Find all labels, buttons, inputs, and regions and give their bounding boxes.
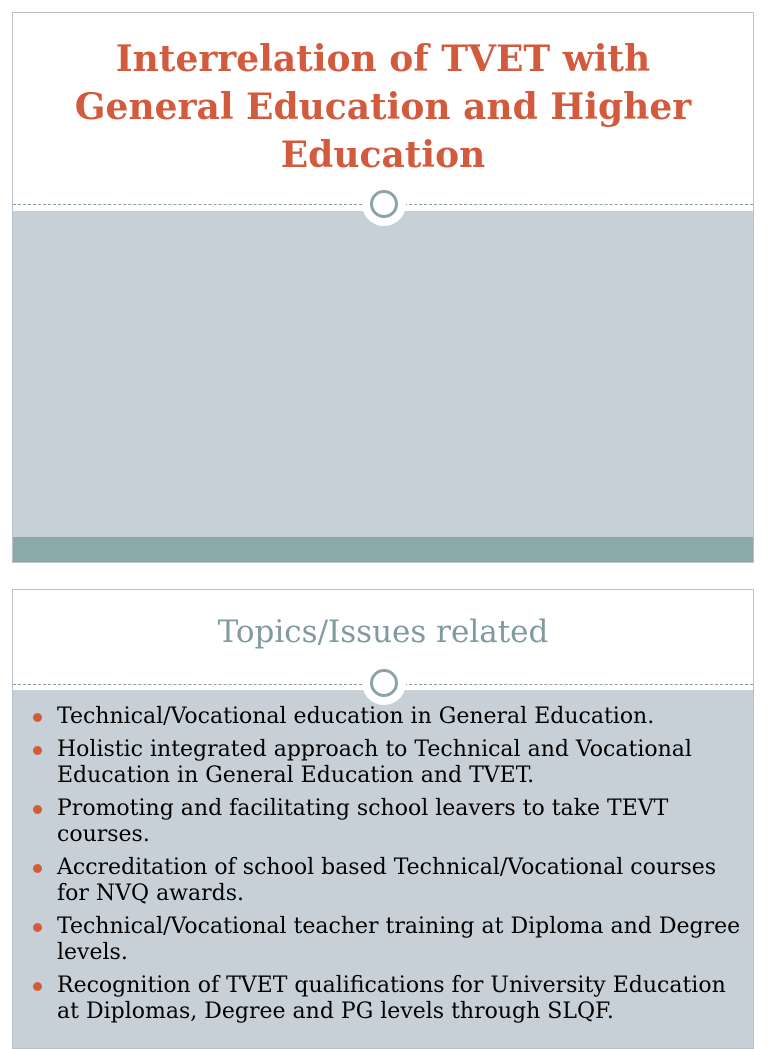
bullet-dot-icon (33, 982, 42, 991)
list-item (31, 973, 741, 1025)
slide-title: Interrelation of TVET with General Education and Higher Education (74, 38, 692, 176)
bullet-dot-icon (33, 923, 42, 932)
list-item-text: Holistic integrated approach to Technical and Vocational Education in General Education and TVET. (57, 737, 692, 788)
topics-slide (12, 589, 754, 1049)
title-slide (12, 12, 754, 563)
content-band (13, 211, 753, 537)
slide-title: Topics/Issues related (217, 614, 549, 650)
list-item-text: Accreditation of school based Technical/Vocational courses for NVQ awards. (57, 855, 717, 906)
list-item-text: Promoting and facilitating school leavers to take TEVT courses. (57, 796, 669, 847)
list-item-text: Technical/Vocational education in General Education. (57, 704, 655, 729)
footer-strip (13, 537, 753, 563)
list-item (31, 914, 741, 966)
list-item-text: Recognition of TVET qualifications for University Education at Diplomas, Degree and PG levels through SLQF. (57, 973, 726, 1024)
bullet-dot-icon (33, 713, 42, 722)
list-item (31, 737, 741, 789)
list-item (31, 704, 741, 730)
list-item-text: Technical/Vocational teacher training at Diploma and Degree levels. (57, 914, 741, 965)
bullet-dot-icon (33, 746, 42, 755)
circle-ornament-icon (364, 663, 404, 703)
bullet-list (31, 704, 741, 1032)
bullet-dot-icon (33, 805, 42, 814)
list-item (31, 796, 741, 848)
circle-ornament-icon (364, 184, 404, 224)
bullet-dot-icon (33, 864, 42, 873)
list-item (31, 855, 741, 907)
